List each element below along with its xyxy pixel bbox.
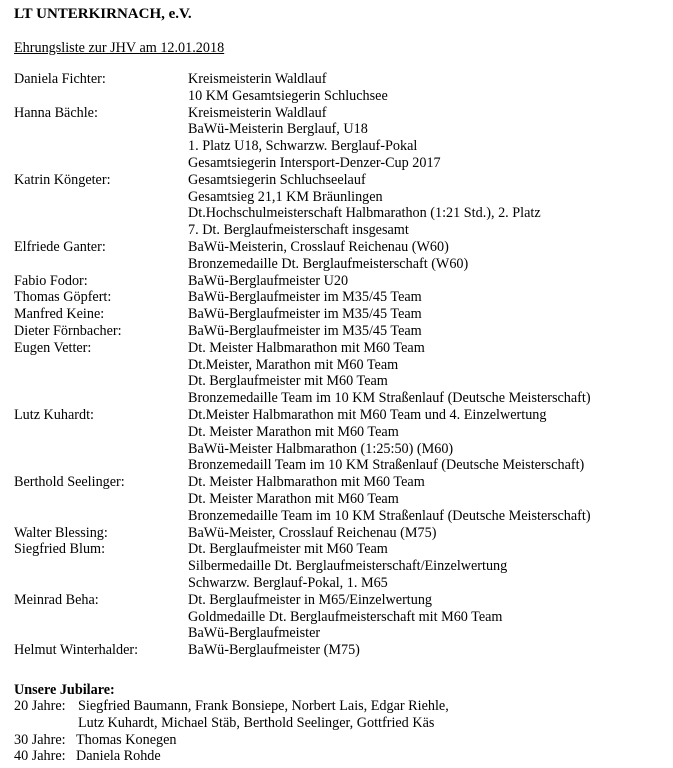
honoree-name: Elfriede Ganter:	[14, 238, 106, 255]
achievement-list	[188, 71, 673, 105]
achievement-list	[188, 289, 673, 306]
achievement-list	[188, 474, 673, 524]
achievement-line: BaWü-Berglaufmeister im M35/45 Team	[188, 289, 422, 306]
honor-entry	[0, 407, 673, 474]
achievement-line: Bronzemedaill Team im 10 KM Straßenlauf (Deutsche Meisterschaft)	[188, 457, 585, 474]
achievement-line: Dt. Meister Halbmarathon mit M60 Team	[188, 339, 425, 356]
jubilare-row	[0, 715, 673, 732]
achievement-line: Schwarzw. Berglauf-Pokal, 1. M65	[188, 574, 388, 591]
achievement-list	[188, 642, 673, 659]
jubilare-row	[0, 698, 673, 715]
achievement-list	[188, 541, 673, 591]
honor-entry	[0, 239, 673, 273]
achievement-line: Dt. Meister Marathon mit M60 Team	[188, 423, 399, 440]
achievement-line: Goldmedaille Dt. Berglaufmeisterschaft mit M60 Team	[188, 608, 503, 625]
honoree-name: Meinrad Beha:	[14, 591, 99, 608]
achievement-list	[188, 525, 673, 542]
achievement-line: BaWü-Meisterin, Crosslauf Reichenau (W60)	[188, 238, 449, 255]
jubilare-names: Daniela Rohde	[76, 748, 161, 765]
honoree-name: Lutz Kuhardt:	[14, 406, 94, 423]
achievement-line: Gesamtsieg 21,1 KM Bräunlingen	[188, 188, 383, 205]
achievement-line: Bronzemedaille Team im 10 KM Straßenlauf (Deutsche Meisterschaft)	[188, 507, 591, 524]
jubilare-years: 20 Jahre:	[14, 698, 66, 714]
achievement-list	[188, 239, 673, 273]
achievement-list	[188, 407, 673, 474]
honor-entry	[0, 541, 673, 591]
jubilare-years: 30 Jahre:	[14, 731, 66, 748]
achievement-line: 7. Dt. Berglaufmeisterschaft insgesamt	[188, 222, 409, 239]
honor-entry	[0, 642, 673, 659]
achievement-line: Dt.Meister, Marathon mit M60 Team	[188, 356, 399, 373]
achievement-list	[188, 105, 673, 172]
honors-list	[0, 71, 673, 659]
honoree-name: Eugen Vetter:	[14, 339, 92, 356]
achievement-line: BaWü-Meisterin Berglauf, U18	[188, 121, 368, 138]
achievement-line: Dt. Berglaufmeister mit M60 Team	[188, 541, 388, 558]
honoree-name: Walter Blessing:	[14, 524, 108, 541]
achievement-line: Dt. Berglaufmeister mit M60 Team	[188, 373, 388, 390]
jubilare-names: Siegfried Baumann, Frank Bonsiepe, Norbert Lais, Edgar Riehle,	[78, 698, 449, 714]
achievement-line: Kreismeisterin Waldlauf	[188, 104, 327, 121]
list-subtitle: Ehrungsliste zur JHV am 12.01.2018	[14, 40, 225, 56]
achievement-line: Dt. Meister Marathon mit M60 Team	[188, 490, 399, 507]
honor-entry	[0, 474, 673, 524]
achievement-line: Gesamtsiegerin Intersport-Denzer-Cup 2017	[188, 154, 441, 171]
achievement-line: BaWü-Berglaufmeister im M35/45 Team	[188, 322, 422, 339]
achievement-line: Kreismeisterin Waldlauf	[188, 71, 327, 87]
achievement-list	[188, 592, 673, 642]
honoree-name: Berthold Seelinger:	[14, 474, 125, 491]
honoree-name: Siegfried Blum:	[14, 541, 106, 558]
achievement-list	[188, 273, 673, 290]
achievement-line: Bronzemedaille Dt. Berglaufmeisterschaft (W60)	[188, 255, 469, 272]
achievement-line: 1. Platz U18, Schwarzw. Berglauf-Pokal	[188, 138, 418, 155]
achievement-line: Silbermedaille Dt. Berglaufmeisterschaft/Einzelwertung	[188, 558, 508, 575]
achievement-line: Dt.Hochschulmeisterschaft Halbmarathon (1:21 Std.), 2. Platz	[188, 205, 541, 222]
jubilare-names: Thomas Konegen	[76, 731, 177, 748]
achievement-list	[188, 340, 673, 407]
honoree-name: Hanna Bächle:	[14, 104, 98, 121]
honoree-name: Katrin Köngeter:	[14, 171, 111, 188]
honor-entry	[0, 289, 673, 306]
honoree-name: Helmut Winterhalder:	[14, 642, 139, 659]
achievement-line: 10 KM Gesamtsiegerin Schluchsee	[188, 87, 388, 104]
honoree-name: Fabio Fodor:	[14, 272, 88, 289]
jubilare-list	[0, 698, 673, 765]
honor-entry	[0, 105, 673, 172]
honor-entry	[0, 340, 673, 407]
achievement-line: BaWü-Berglaufmeister	[188, 625, 321, 642]
achievement-line: BaWü-Berglaufmeister im M35/45 Team	[188, 306, 422, 323]
jubilare-years: 40 Jahre:	[14, 748, 66, 765]
achievement-line: Dt. Meister Halbmarathon mit M60 Team	[188, 474, 425, 491]
achievement-line: BaWü-Berglaufmeister (M75)	[188, 642, 360, 659]
achievement-list	[188, 323, 673, 340]
jubilare-heading: Unsere Jubilare:	[14, 682, 115, 698]
achievement-line: BaWü-Meister, Crosslauf Reichenau (M75)	[188, 524, 437, 541]
achievement-line: Dt.Meister Halbmarathon mit M60 Team und 4. Einzelwertung	[188, 406, 547, 423]
jubilare-names: Lutz Kuhardt, Michael Stäb, Berthold Seelinger, Gottfried Käs	[78, 714, 435, 731]
honoree-name: Thomas Göpfert:	[14, 289, 112, 306]
honor-entry	[0, 525, 673, 542]
honoree-name: Daniela Fichter:	[14, 71, 106, 87]
achievement-list	[188, 306, 673, 323]
honoree-name: Manfred Keine:	[14, 306, 105, 323]
jubilare-row	[0, 748, 673, 765]
honoree-name: Dieter Förnbacher:	[14, 322, 122, 339]
jubilare-row	[0, 732, 673, 749]
honor-entry	[0, 306, 673, 323]
achievement-line: Bronzemedaille Team im 10 KM Straßenlauf (Deutsche Meisterschaft)	[188, 390, 591, 407]
achievement-line: BaWü-Berglaufmeister U20	[188, 272, 349, 289]
achievement-line: Gesamtsiegerin Schluchseelauf	[188, 171, 366, 188]
club-title: LT UNTERKIRNACH, e.V.	[14, 6, 192, 22]
achievement-list	[188, 172, 673, 239]
honor-entry	[0, 71, 673, 105]
honor-entry	[0, 273, 673, 290]
honor-entry	[0, 172, 673, 239]
achievement-line: BaWü-Meister Halbmarathon (1:25:50) (M60)	[188, 440, 454, 457]
honor-entry	[0, 592, 673, 642]
honor-entry	[0, 323, 673, 340]
achievement-line: Dt. Berglaufmeister in M65/Einzelwertung	[188, 591, 433, 608]
